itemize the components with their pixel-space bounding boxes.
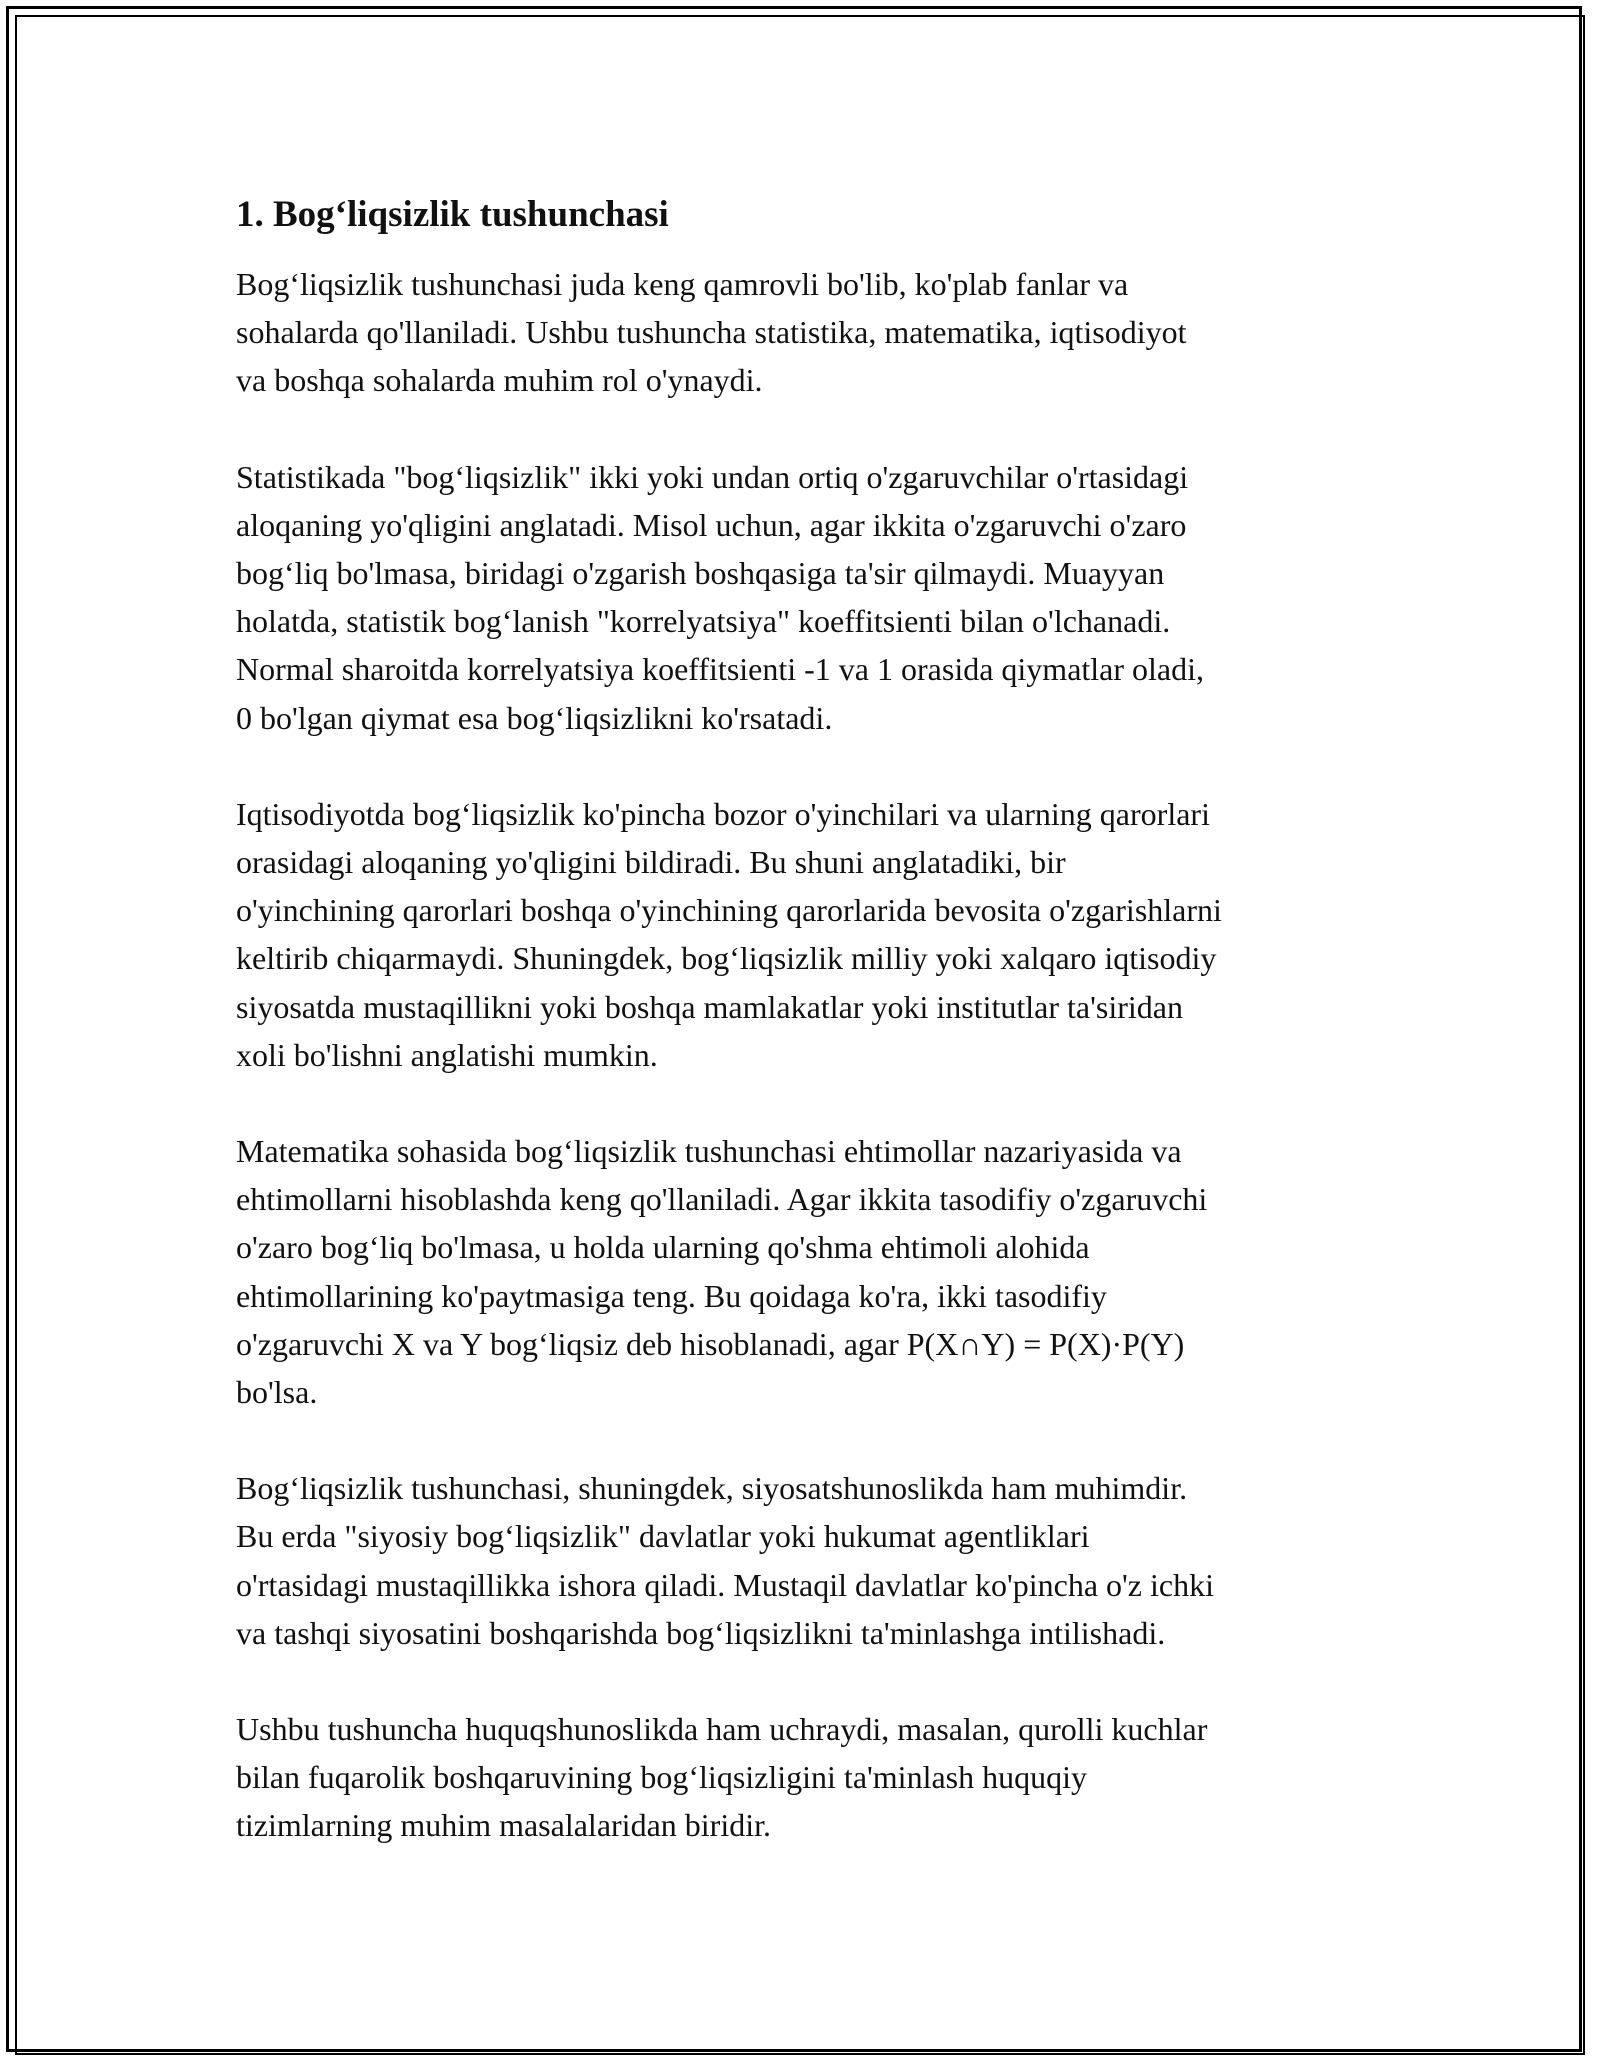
paragraph-law: Ushbu tushuncha huquqshunoslikda ham uchraydi, masalan, qurolli kuchlar bilan fuqarolik boshqaruvining bog‘liqsizligini ta'minlash huquqiy tizimlarning muhim masalalaridan biridir. <box>236 1711 1208 1844</box>
paragraph-mathematics: Matematika sohasida bog‘liqsizlik tushunchasi ehtimollar nazariyasida va ehtimollarni hisoblashda keng qo'llaniladi. Agar ikkita tasodifiy o'zgaruvchi o'zaro bog‘liq bo'lmasa, u holda ularning qo'shma ehtimoli alohida ehtimollarining ko'paytmasiga teng. Bu qoidaga ko'ra, ikki tasodifiy o'zgaruvchi X va Y bog‘liqsiz deb hisoblanadi, agar P(X∩Y) = P(X)·P(Y) bo'lsa. <box>236 1133 1208 1411</box>
paragraph-political-science: Bog‘liqsizlik tushunchasi, shuningdek, siyosatshunoslikda ham muhimdir. Bu erda "siyosiy bog‘liqsizlik" davlatlar yoki hukumat agentliklari o'rtasidagi mustaqillikka ishora qiladi. Mustaqil davlatlar ko'pincha o'z ichki va tashqi siyosatini boshqarishda bog‘liqsizlikni ta'minlashga intilishadi. <box>236 1470 1214 1651</box>
paragraph-economics: Iqtisodiyotda bog‘liqsizlik ko'pincha bozor o'yinchilari va ularning qarorlari orasidagi aloqaning yo'qligini bildiradi. Bu shuni anglatadiki, bir o'yinchining qarorlari boshqa o'yinchining qarorlarida bevosita o'zgarishlarni keltirib chiqarmaydi. Shuningdek, bog‘liqsizlik milliy yoki xalqaro iqtisodiy siyosatda mustaqillikni yoki boshqa mamlakatlar yoki institutlar ta'siridan xoli bo'lishni anglatishi mumkin. <box>236 795 1222 1073</box>
paragraph-statistics: Statistikada "bog‘liqsizlik" ikki yoki undan ortiq o'zgaruvchilar o'rtasidagi aloqaning yo'qligini anglatadi. Misol uchun, agar ikkita o'zgaruvchi o'zaro bog‘liq bo'lmasa, biridagi o'zgarish boshqasiga ta'sir qilmaydi. Muayyan holatda, statistik bog‘lanish "korrelyatsiya" koeffitsienti bilan o'lchanadi. Normal sharoitda korrelyatsiya koeffitsienti -1 va 1 orasida qiymatlar oladi, 0 bo'lgan qiymat esa bog‘liqsizlikni ko'rsatadi. <box>236 458 1205 736</box>
paragraph-intro: Bog‘liqsizlik tushunchasi juda keng qamrovli bo'lib, ko'plab fanlar va sohalarda qo'llaniladi. Ushbu tushuncha statistika, matematika, iqtisodiyot va boshqa sohalarda muhim rol o'ynaydi. <box>236 266 1187 399</box>
section-heading: 1. Bog‘liqsizlik tushunchasi <box>236 194 669 235</box>
document-body <box>236 188 1376 1898</box>
